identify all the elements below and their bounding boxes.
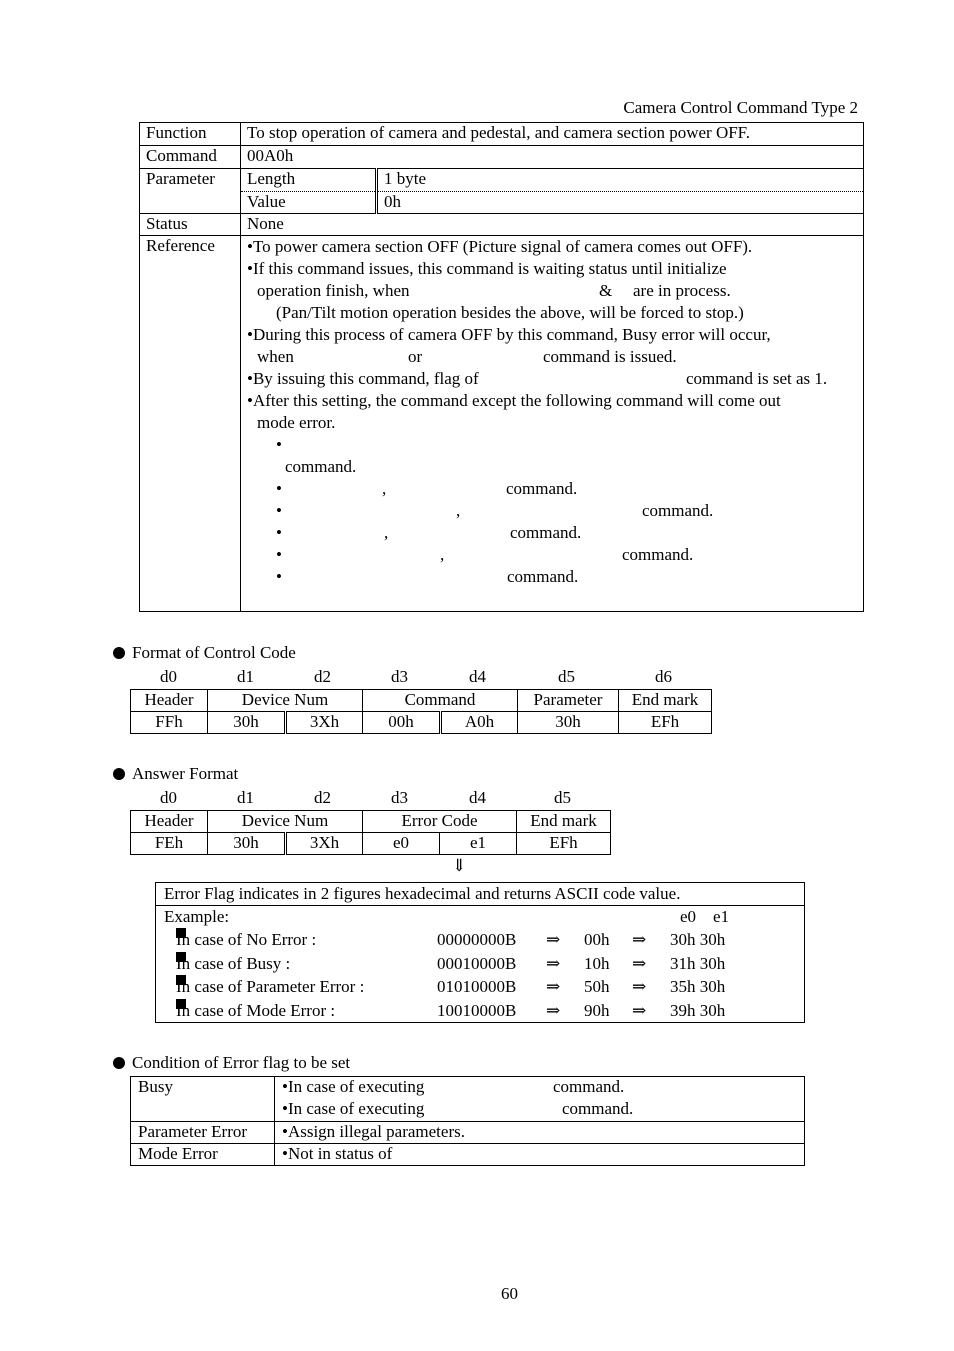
value-cell: e0 (363, 833, 440, 855)
command-value: 00A0h (241, 146, 864, 169)
control-code-table (130, 689, 712, 734)
end-mark-cell: End mark (517, 811, 611, 833)
busy-line: •In case of executing (282, 1077, 425, 1096)
parameter-cell: Parameter (518, 690, 619, 712)
ref-text: , (384, 523, 389, 542)
value-label: Value (241, 192, 377, 214)
ref-text: command. (622, 545, 694, 564)
device-num-cell: Device Num (208, 811, 363, 833)
function-label: Function (140, 123, 241, 146)
ref-line: mode error. (257, 413, 336, 432)
error-code-cell: Error Code (363, 811, 517, 833)
page-number: 60 (501, 1284, 518, 1303)
ref-text: command is set as 1. (686, 369, 828, 388)
parameter-error-label: Parameter Error (131, 1122, 275, 1144)
ref-bullet: • (276, 523, 282, 542)
ref-bullet: • (276, 567, 282, 586)
ref-text: are in process. (633, 281, 731, 300)
ref-bullet: • (276, 545, 282, 564)
example-label: Example: (164, 907, 230, 926)
row-label: In case of Parameter Error : (176, 977, 365, 996)
value-cell: EFh (517, 833, 611, 855)
function-value: To stop operation of camera and pedestal, and camera section power OFF. (241, 123, 864, 146)
command-cell: Command (363, 690, 518, 712)
command-label: Command (140, 146, 241, 169)
value-cell: 30h (518, 712, 619, 734)
page-header-title: Camera Control Command Type 2 (623, 98, 858, 117)
length-value: 1 byte (377, 169, 864, 192)
condition-table (130, 1076, 805, 1166)
col-label: d5 (558, 667, 575, 686)
mode-error-label: Mode Error (131, 1144, 275, 1166)
ref-line: •To power camera section OFF (Picture signal of camera comes out OFF). (247, 237, 753, 256)
right-arrow-icon: ⇒ (546, 930, 561, 949)
ref-text: when (257, 347, 294, 366)
example-row (156, 928, 804, 952)
ref-text: & (599, 281, 613, 300)
ref-text: , (456, 501, 461, 520)
ref-line: •After this setting, the command except the following command will come out (247, 391, 781, 410)
mode-error-value: •Not in status of (275, 1144, 805, 1166)
e-columns: e0 e1 (680, 907, 730, 926)
ref-bullet: • (276, 501, 282, 520)
row-label: In case of Mode Error : (176, 1000, 336, 1020)
row-binary: 00010000B (437, 953, 517, 973)
col-label: d2 (314, 788, 331, 807)
example-row (156, 975, 804, 999)
busy-conditions (275, 1077, 805, 1122)
bullet-dot-icon (113, 768, 125, 780)
ref-bullet: • (276, 479, 282, 498)
reference-label: Reference (140, 236, 241, 612)
right-arrow-icon: ⇒ (632, 1000, 647, 1020)
bullet-dot-icon (113, 1057, 125, 1069)
status-label: Status (140, 214, 241, 236)
answer-format-title-text: Answer Format (132, 764, 239, 783)
ref-text: command is issued. (543, 347, 677, 366)
right-arrow-icon: ⇒ (632, 977, 647, 996)
error-flag-intro: Error Flag indicates in 2 figures hexadecimal and returns ASCII code value. (156, 883, 804, 906)
value-cell: FFh (131, 712, 208, 734)
col-label: d6 (655, 667, 672, 686)
value-cell: 3Xh (286, 833, 363, 855)
value-cell: e1 (440, 833, 517, 855)
device-num-cell: Device Num (208, 690, 363, 712)
ref-text: command. (642, 501, 714, 520)
parameter-label: Parameter (140, 169, 241, 214)
answer-table (130, 810, 611, 855)
value-cell: FEh (131, 833, 208, 855)
right-arrow-icon: ⇒ (546, 1000, 561, 1020)
row-binary: 01010000B (437, 977, 517, 996)
bullet-dot-icon (113, 647, 125, 659)
reference-content (241, 236, 864, 612)
row-label: In case of No Error : (176, 930, 317, 949)
row-hex: 90h (584, 1000, 610, 1020)
col-label: d1 (237, 667, 254, 686)
busy-line-end: command. (562, 1099, 634, 1118)
row-binary: 10010000B (437, 1000, 517, 1020)
busy-line-end: command. (553, 1077, 625, 1096)
ref-text: command. (507, 567, 579, 586)
col-label: d4 (469, 788, 486, 807)
row-hex: 00h (584, 930, 610, 949)
busy-line: •In case of executing (282, 1099, 425, 1118)
length-label: Length (241, 169, 377, 192)
value-value: 0h (377, 192, 864, 214)
col-label: d1 (237, 788, 254, 807)
answer-format-title (113, 764, 238, 784)
row-hex: 10h (584, 953, 610, 973)
busy-label: Busy (131, 1077, 275, 1122)
row-label: In case of Busy : (176, 953, 291, 973)
error-flag-box (155, 882, 805, 1023)
right-arrow-icon: ⇒ (546, 953, 561, 973)
right-arrow-icon: ⇒ (632, 953, 647, 973)
ref-text: command. (285, 457, 357, 476)
right-arrow-icon: ⇒ (632, 930, 647, 949)
status-value: None (241, 214, 864, 236)
down-arrow-icon: ⇓ (452, 856, 467, 875)
ref-line: •If this command issues, this command is waiting status until initialize (247, 259, 727, 278)
header-cell: Header (131, 690, 208, 712)
row-hex: 50h (584, 977, 610, 996)
value-cell: 30h (208, 833, 286, 855)
value-cell: A0h (441, 712, 518, 734)
right-arrow-icon: ⇒ (546, 977, 561, 996)
value-cell: 30h (208, 712, 286, 734)
ref-text: •By issuing this command, flag of (247, 369, 479, 388)
ref-text: command. (510, 523, 582, 542)
col-label: d5 (554, 788, 571, 807)
col-label: d3 (391, 788, 408, 807)
value-cell: 00h (363, 712, 441, 734)
control-code-title-text: Format of Control Code (132, 643, 296, 662)
row-ascii: 31h 30h (670, 953, 726, 973)
condition-title-text: Condition of Error flag to be set (132, 1053, 351, 1072)
control-code-title (113, 643, 296, 663)
value-cell: EFh (619, 712, 712, 734)
example-row (156, 952, 804, 976)
header-cell: Header (131, 811, 208, 833)
col-label: d4 (469, 667, 486, 686)
ref-text: , (440, 545, 445, 564)
row-ascii: 39h 30h (670, 1000, 726, 1020)
row-ascii: 35h 30h (670, 977, 726, 996)
col-label: d0 (160, 788, 177, 807)
condition-title (113, 1053, 350, 1073)
row-binary: 00000000B (437, 930, 517, 949)
ref-text: command. (506, 479, 578, 498)
command-spec-table (139, 122, 864, 612)
ref-line: •During this process of camera OFF by this command, Busy error will occur, (247, 325, 771, 344)
parameter-error-value: •Assign illegal parameters. (275, 1122, 805, 1144)
value-cell: 3Xh (286, 712, 363, 734)
ref-bullet: • (276, 435, 282, 454)
example-row (156, 999, 804, 1023)
ref-line: (Pan/Tilt motion operation besides the above, will be forced to stop.) (276, 303, 744, 322)
end-mark-cell: End mark (619, 690, 712, 712)
col-label: d3 (391, 667, 408, 686)
col-label: d2 (314, 667, 331, 686)
ref-line: operation finish, when (257, 281, 410, 300)
ref-text: or (408, 347, 423, 366)
ref-text: , (382, 479, 387, 498)
col-label: d0 (160, 667, 177, 686)
row-ascii: 30h 30h (670, 930, 726, 949)
